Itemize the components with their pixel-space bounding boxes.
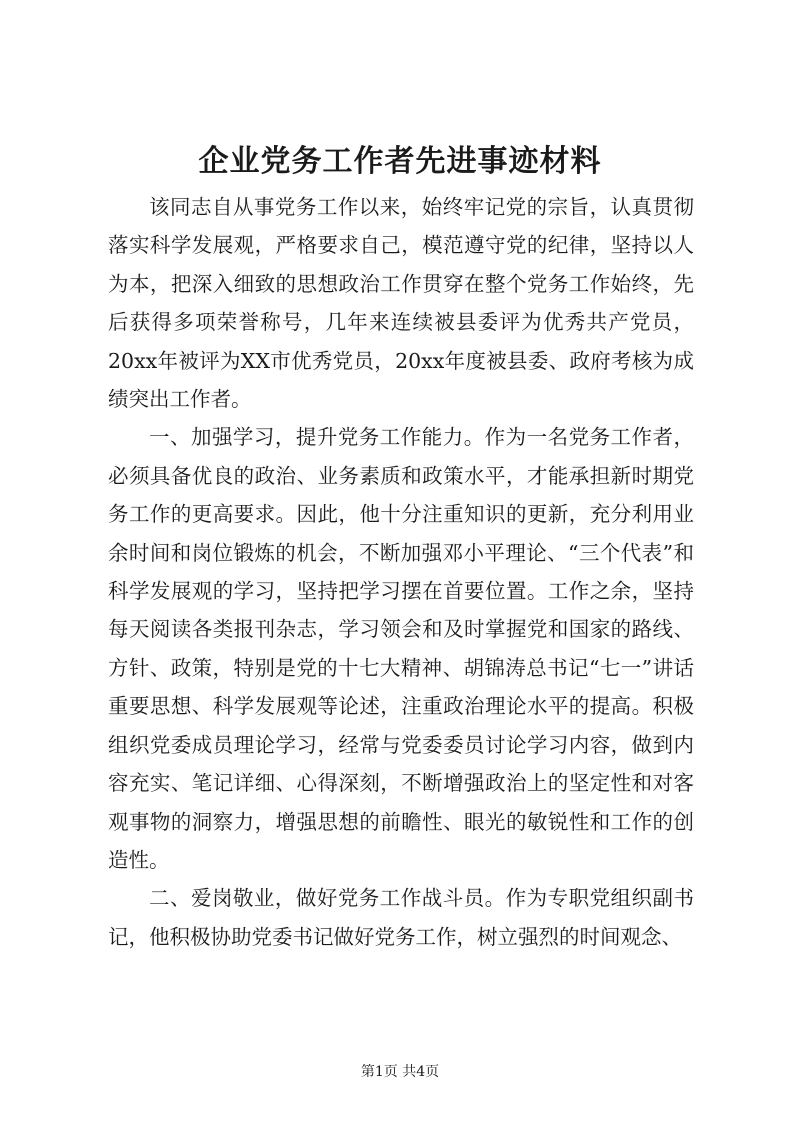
paragraph-section-2: 二、爱岗敬业，做好党务工作战斗员。作为专职党组织副书记，他积极协助党委书记做好党务工作，树立强烈的时间观念、 (108, 886, 694, 949)
paragraph-section-1: 一、加强学习，提升党务工作能力。作为一名党务工作者，必须具备优良的政治、业务素质和政策水平，才能承担新时期党务工作的更高要求。因此，他十分注重知识的更新，充分利用业余时间和岗位锻炼的机会，不断加强邓小平理论、“三个代表”和科学发展观的学习，坚持把学习摆在首要位置。工作之余，坚持每天阅读各类报刊杂志，学习领会和及时掌握党和国家的路线、方针、政策，特别是党的十七大精神、胡锦涛总书记“七一”讲话重要思想、科学发展观等论述，注重政治理论水平的提高。积极组织党委成员理论学习，经常与党委委员讨论学习内容，做到内容充实、笔记详细、心得深刻，不断增强政治上的坚定性和对客观事物的洞察力，增强思想的前瞻性、眼光的敏锐性和工作的创造性。 (108, 425, 694, 872)
document-body (108, 188, 694, 956)
document-title: 企业党务工作者先进事迹材料 (198, 144, 602, 179)
paragraph-intro: 该同志自从事党务工作以来，始终牢记党的宗旨，认真贯彻落实科学发展观，严格要求自己，模范遵守党的纪律，坚持以人为本，把深入细致的思想政治工作贯穿在整个党务工作始终，先后获得多项荣誉称号，几年来连续被县委评为优秀共产党员，20xx年被评为XX市优秀党员，20xx年度被县委、政府考核为成绩突出工作者。 (108, 195, 694, 412)
page-footer: 第1页 共4页 (360, 1064, 440, 1080)
